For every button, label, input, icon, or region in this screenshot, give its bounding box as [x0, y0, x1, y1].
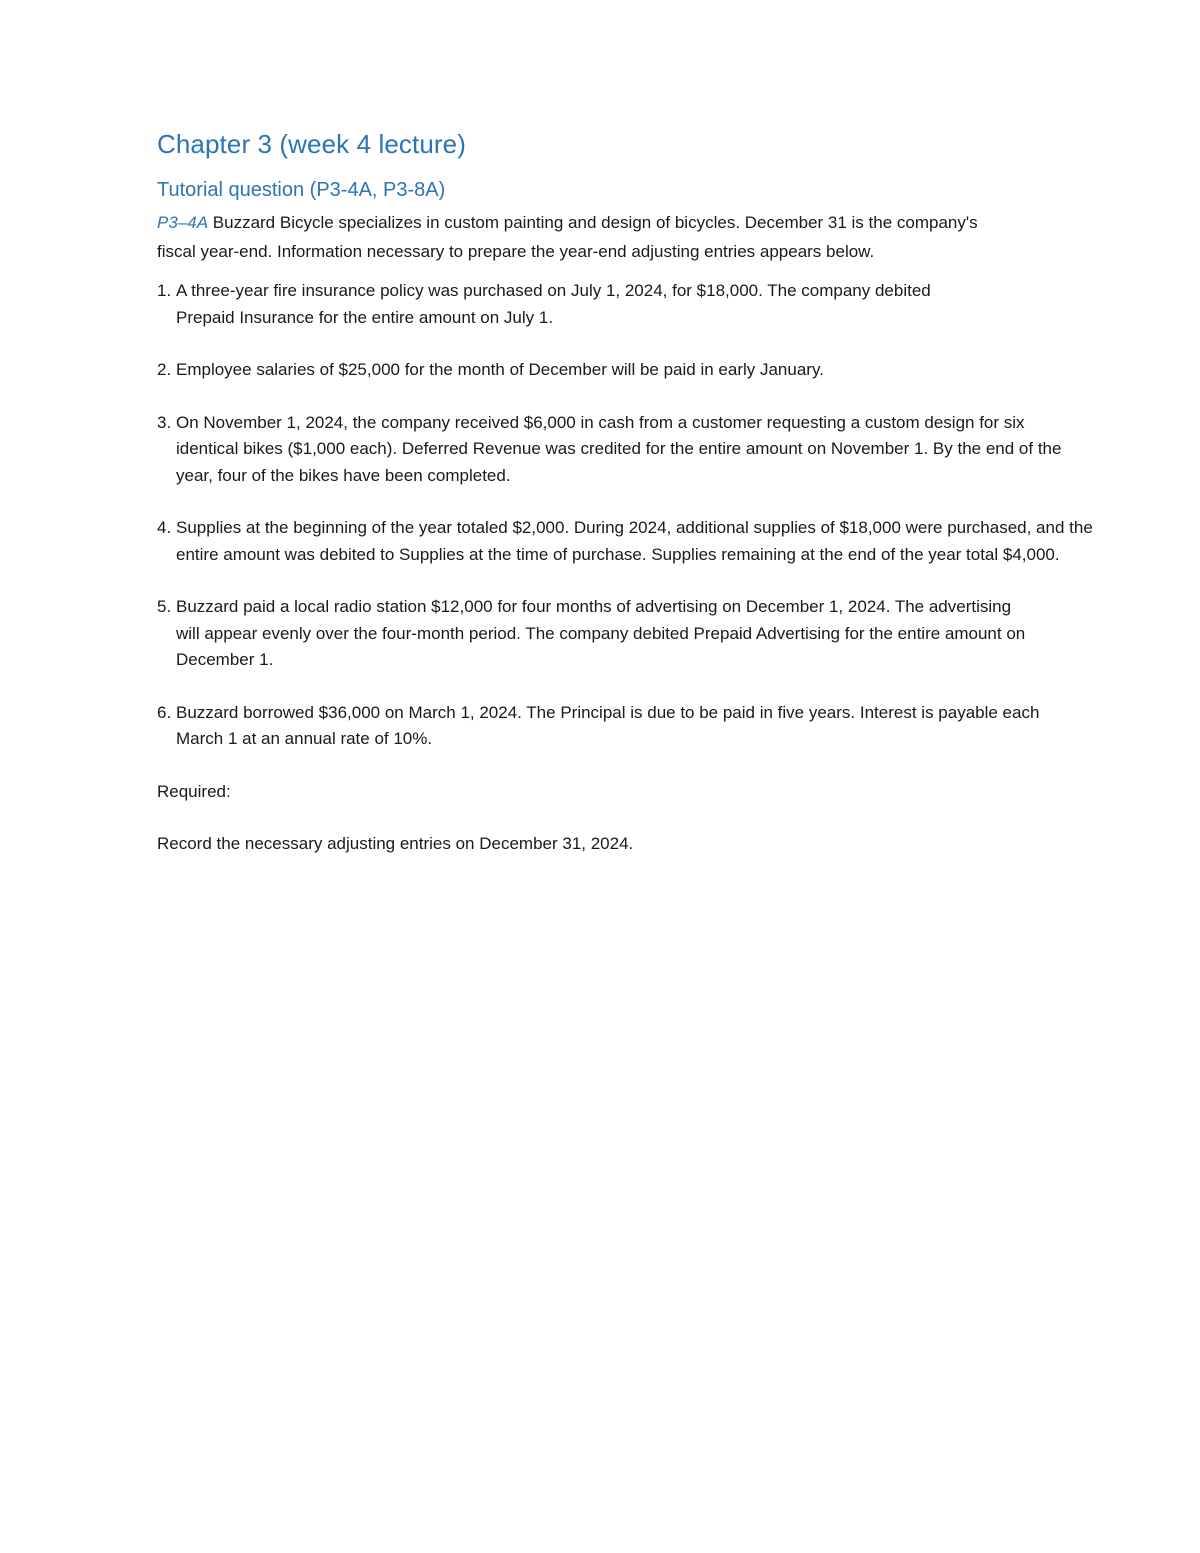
problem-intro [157, 208, 1017, 266]
list-item-text: A three-year fire insurance policy was purchased on July 1, 2024, for $18,000. The company debited Prepaid Insurance for the entire amount on July 1. [176, 281, 931, 327]
list-item-number: 2. [157, 360, 172, 379]
list-item [157, 700, 1081, 753]
page-title: Chapter 3 (week 4 lecture) [157, 129, 466, 159]
section-heading: Tutorial question (P3-4A, P3-8A) [157, 179, 446, 201]
adjustment-list [157, 278, 1092, 753]
problem-tag: P3–4A [157, 213, 209, 232]
required-label: Required: [157, 781, 231, 801]
list-item [157, 515, 1106, 568]
list-item-number: 6. [157, 702, 172, 722]
list-item [157, 410, 1081, 490]
list-item-text: Buzzard borrowed $36,000 on March 1, 2024. The Principal is due to be paid in five years. Interest is payable each March 1 at an annual rate of 10%. [176, 702, 1040, 748]
document-page [157, 122, 1092, 884]
list-item-text: Employee salaries of $25,000 for the month of December will be paid in early January. [176, 360, 824, 379]
list-item [157, 278, 991, 331]
list-item-number: 1. [157, 281, 172, 300]
list-item-number: 4. [157, 518, 172, 537]
list-item-text: On November 1, 2024, the company received $6,000 in cash from a customer requesting a custom design for six identical bikes ($1,000 each). Deferred Revenue was credited for the entire amount on November 1. By the end of the year, four of the bikes have been completed. [176, 412, 1062, 485]
list-item [157, 594, 1038, 674]
list-item-text: Supplies at the beginning of the year totaled $2,000. During 2024, additional supplies of $18,000 were purchased, and the entire amount was debited to Supplies at the time of purchase. Supplies remaining at the end of the year total $4,000. [176, 518, 1093, 564]
instruction-text: Record the necessary adjusting entries on December 31, 2024. [157, 834, 634, 853]
list-item-number: 5. [157, 597, 172, 616]
problem-intro-text: Buzzard Bicycle specializes in custom painting and design of bicycles. December 31 is the company's fiscal year-end. Information necessary to prepare the year-end adjusting entries appears below. [157, 213, 978, 261]
list-item-number: 3. [157, 412, 172, 432]
list-item-text: Buzzard paid a local radio station $12,000 for four months of advertising on December 1, 2024. The advertising will appear evenly over the four-month period. The company debited Prepaid Advertising for the entire amount on December 1. [176, 597, 1026, 669]
list-item [157, 357, 1066, 384]
